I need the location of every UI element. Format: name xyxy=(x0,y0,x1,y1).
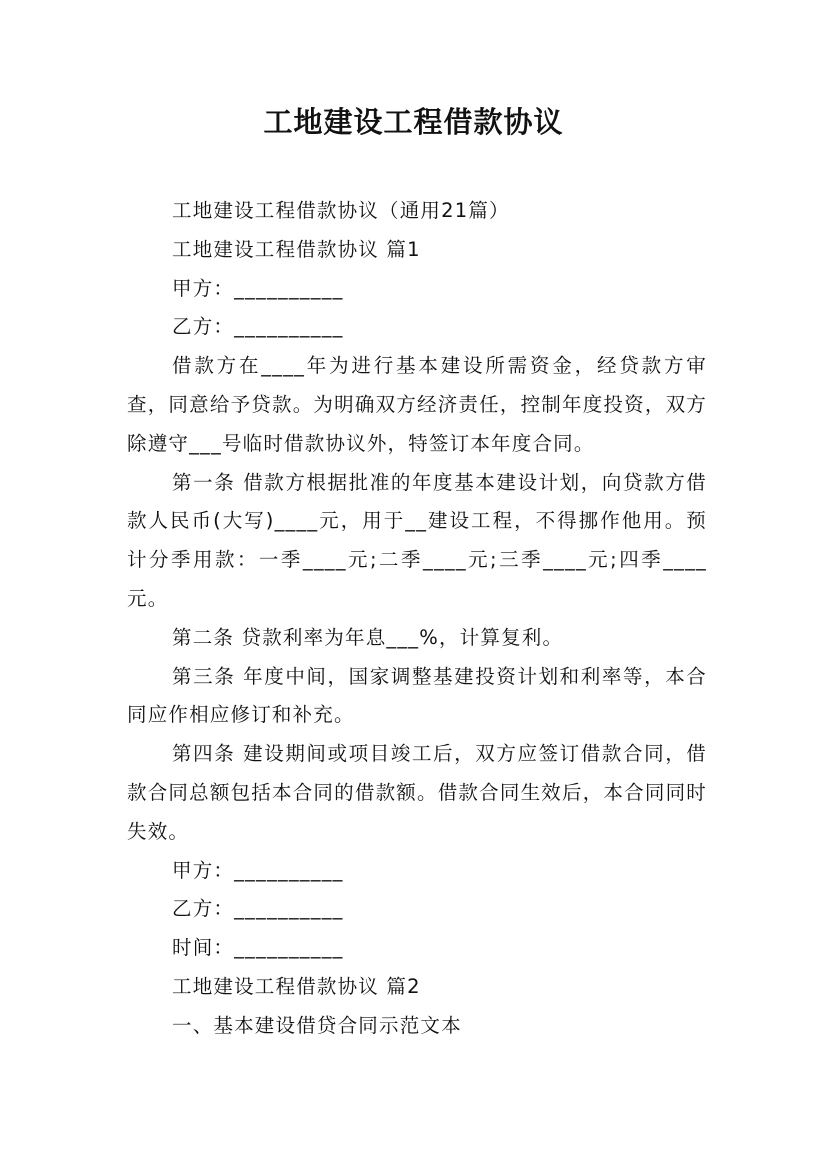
signature-party-b: 乙方：__________ xyxy=(172,897,344,921)
document-title: 工地建设工程借款协议 xyxy=(263,105,564,139)
party-a-line: 甲方：__________ xyxy=(172,276,344,300)
signature-date: 时间：__________ xyxy=(172,936,344,960)
article-4: 第四条 建设期间或项目竣工后，双方应签订借款合同，借款合同总额包括本合同的借款额。借款合同生效后，本合同同时失效。 xyxy=(127,742,707,843)
article-3: 第三条 年度中间，国家调整基建投资计划和利率等，本合同应作相应修订和补充。 xyxy=(127,664,707,727)
party-b-line: 乙方：__________ xyxy=(172,315,344,339)
document-body xyxy=(127,192,707,1046)
doc-subtitle: 工地建设工程借款协议（通用21篇） xyxy=(172,199,510,222)
signature-party-a: 甲方：__________ xyxy=(172,858,344,882)
section-heading-2: 工地建设工程借款协议 篇2 xyxy=(172,974,421,998)
subsection-heading: 一、基本建设借贷合同示范文本 xyxy=(172,1013,462,1037)
article-2: 第二条 贷款利率为年息___%，计算复利。 xyxy=(172,625,564,649)
section-heading-1: 工地建设工程借款协议 篇1 xyxy=(172,237,421,261)
intro-paragraph: 借款方在____年为进行基本建设所需资金，经贷款方审查，同意给予贷款。为明确双方经济责任，控制年度投资，双方除遵守___号临时借款协议外，特签订本年度合同。 xyxy=(127,354,707,455)
article-1: 第一条 借款方根据批准的年度基本建设计划，向贷款方借款人民币(大写)____元，用于__建设工程，不得挪作他用。预计分季用款：一季____元;二季____元;三季____元;四季____元。 xyxy=(127,470,707,610)
